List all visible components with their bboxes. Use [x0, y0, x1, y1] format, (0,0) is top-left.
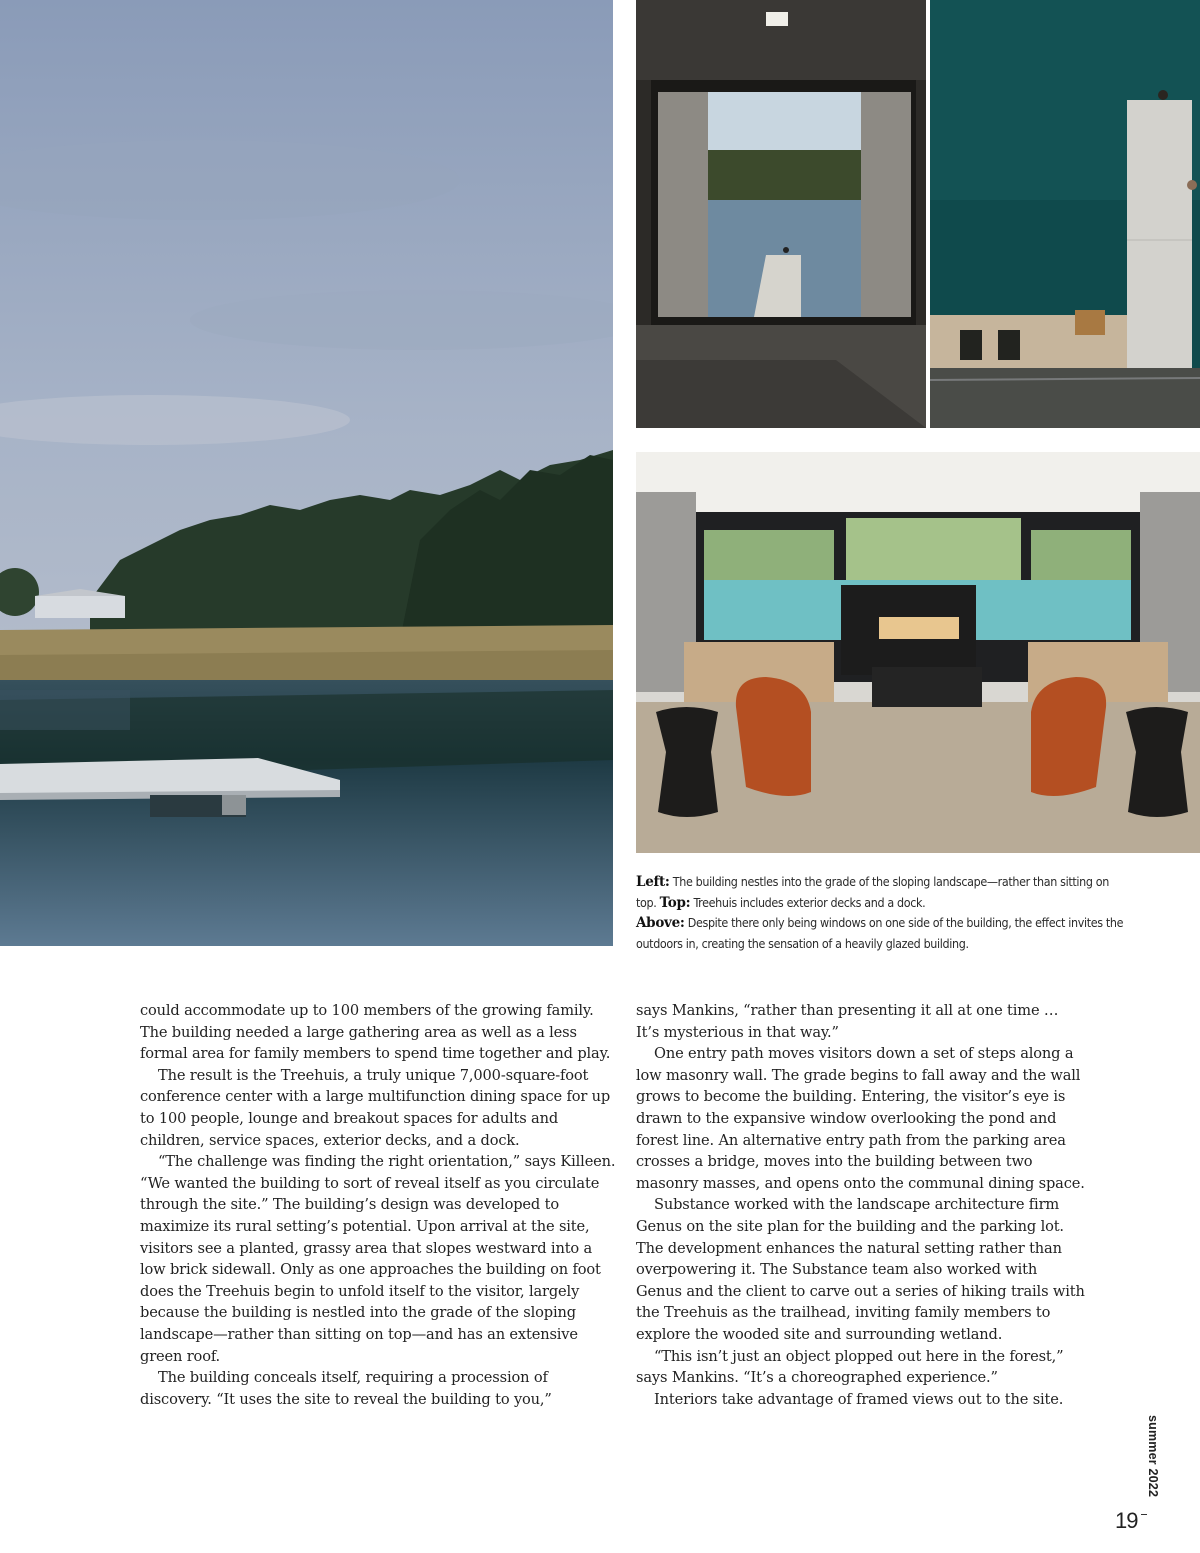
body-paragraph: The building conceals itself, requiring a procession of discovery. “It uses the site to reveal the building to you,”: [140, 1369, 552, 1408]
body-column-right: [636, 1000, 1086, 1410]
body-paragraph: Interiors take advantage of framed views out to the site.: [654, 1390, 1064, 1408]
body-paragraph: could accommodate up to 100 members of the growing family. The building needed a large gathering area as well as a less formal area for family members to spend time together and play.: [140, 1002, 611, 1063]
body-paragraph: “This isn’t just an object plopped out here in the forest,” says Mankins. “It’s a choreographed experience.”: [636, 1347, 1064, 1387]
body-paragraph: The result is the Treehuis, a truly unique 7,000-square-foot conference center with a large multifunction dining space for up to 100 people, lounge and breakout spaces for adults and children, service spaces, exterior decks, and a dock.: [140, 1066, 611, 1149]
caption-text-above: Despite there only being windows on one side of the building, the effect invites the outdoors in, creating the sensation of a heavily glazed building.: [636, 915, 1124, 951]
issue-label-wrapper: [1138, 1415, 1178, 1535]
caption-label-above: Above:: [636, 915, 685, 931]
body-paragraph: One entry path moves visitors down a set of steps along a low masonry wall. The grade begins to fall away and the wall grows to become the building. Entering, the visitor’s eye is drawn to the expansive window overlooking the pond and forest line. An alternative entry path from the parking area crosses a bridge, moves into the building between two masonry masses, and opens onto the communal dining space.: [636, 1045, 1085, 1192]
caption-label-top: Top:: [659, 894, 691, 911]
pond-dock-landscape-photo: [0, 0, 613, 946]
lounge-interior-photo: [636, 452, 1200, 853]
body-paragraph: says Mankins, “rather than presenting it all at one time … It’s mysterious in that way.”: [636, 1002, 1059, 1041]
caption-text-top: Treehuis includes exterior decks and a dock.: [690, 894, 926, 910]
caption-label-left: Left:: [636, 874, 670, 890]
photo-caption: [636, 872, 1126, 954]
body-paragraph: “The challenge was finding the right orientation,” says Killeen. “We wanted the building to sort of reveal itself as you circulate through the site.” The building’s design was developed to maximize its rural setting’s potential. Upon arrival at the site, visitors see a planted, grassy area that slopes westward into a low brick sidewall. Only as one approaches the building on foot does the Treehuis begin to unfold itself to the visitor, largely because the building is nestled into the grade of the sloping landscape—rather than sitting on top—and has an extensive green roof.: [140, 1153, 616, 1365]
caption-text-left: The building nestles into the grade of the sloping landscape—rather than sitting on top.: [636, 874, 1109, 910]
window-view-photo: [636, 0, 926, 428]
aerial-dock-photo: [930, 0, 1200, 428]
page-number: 19: [1115, 1508, 1138, 1533]
issue-label: summer 2022: [1146, 1415, 1160, 1498]
body-paragraph: Substance worked with the landscape architecture firm Genus on the site plan for the building and the parking lot. The development enhances the natural setting rather than overpowering it. The Substance team also worked with Genus and the client to carve out a series of hiking trails with the Treehuis as the trailhead, inviting family members to explore the wooded site and surrounding wetland.: [636, 1196, 1085, 1343]
body-column-left: [140, 1000, 618, 1410]
